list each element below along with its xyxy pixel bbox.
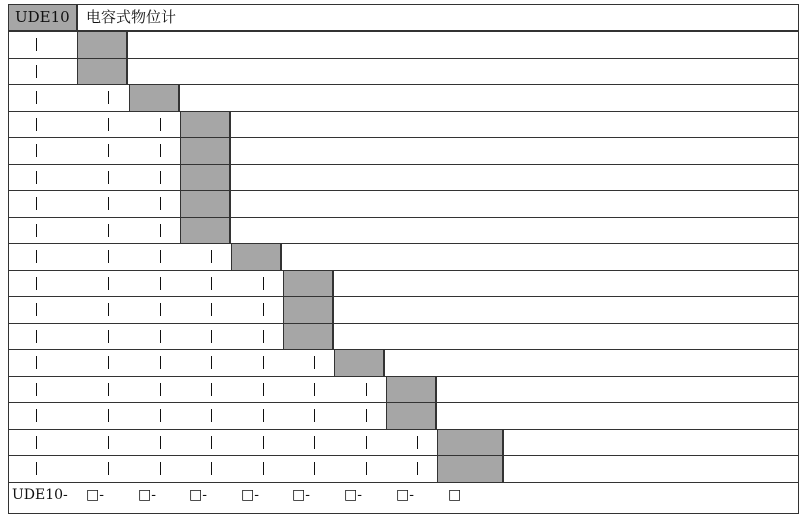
header-code-cell: UDE10 — [8, 4, 77, 31]
option-code-cell — [180, 217, 230, 245]
model-code-slot: □- — [189, 486, 207, 503]
option-description-cell — [230, 137, 799, 165]
row-frame — [8, 164, 180, 192]
option-description-cell — [179, 84, 799, 112]
option-code-cell — [386, 402, 436, 430]
row-frame — [8, 111, 180, 139]
model-code-slot: □- — [86, 486, 104, 503]
row-frame — [8, 31, 77, 59]
option-description-cell — [503, 429, 799, 457]
option-description-cell — [281, 243, 799, 271]
model-code-slot: □- — [292, 486, 310, 503]
option-code-cell — [180, 111, 230, 139]
option-description-cell — [333, 296, 799, 324]
row-frame — [8, 376, 386, 404]
option-code-cell — [180, 190, 230, 218]
row-frame — [8, 429, 437, 457]
header-title-cell: 电容式物位计 — [77, 4, 799, 31]
option-description-cell — [230, 190, 799, 218]
model-code-slot: □- — [344, 486, 362, 503]
row-frame — [8, 190, 180, 218]
model-code-slot: □- — [241, 486, 259, 503]
option-description-cell — [230, 111, 799, 139]
row-frame — [8, 270, 283, 298]
option-code-cell — [231, 243, 281, 271]
option-description-cell — [333, 323, 799, 351]
row-frame — [8, 84, 129, 112]
row-frame — [8, 217, 180, 245]
row-frame — [8, 323, 283, 351]
option-description-cell — [333, 270, 799, 298]
row-frame — [8, 58, 77, 86]
option-code-cell — [437, 455, 503, 483]
option-code-cell — [283, 323, 333, 351]
model-prefix-label: UDE10- — [12, 486, 68, 503]
model-code-slot: □ — [448, 486, 462, 503]
option-code-cell — [180, 137, 230, 165]
option-code-cell — [77, 58, 127, 86]
option-code-cell — [77, 31, 127, 59]
option-description-cell — [127, 31, 799, 59]
option-code-cell — [334, 349, 384, 377]
option-description-cell — [503, 455, 799, 483]
option-description-cell — [230, 164, 799, 192]
row-frame — [8, 455, 437, 483]
row-frame — [8, 402, 386, 430]
option-code-cell — [437, 429, 503, 457]
option-description-cell — [384, 349, 799, 377]
option-description-cell — [230, 217, 799, 245]
option-code-cell — [129, 84, 179, 112]
model-code-slot: □- — [138, 486, 156, 503]
option-code-cell — [283, 270, 333, 298]
option-code-cell — [386, 376, 436, 404]
row-frame — [8, 243, 231, 271]
option-description-cell — [436, 376, 799, 404]
model-code-slot: □- — [396, 486, 414, 503]
option-description-cell — [436, 402, 799, 430]
row-frame — [8, 137, 180, 165]
option-code-cell — [283, 296, 333, 324]
option-code-cell — [180, 164, 230, 192]
option-description-cell — [127, 58, 799, 86]
row-frame — [8, 349, 334, 377]
row-frame — [8, 296, 283, 324]
